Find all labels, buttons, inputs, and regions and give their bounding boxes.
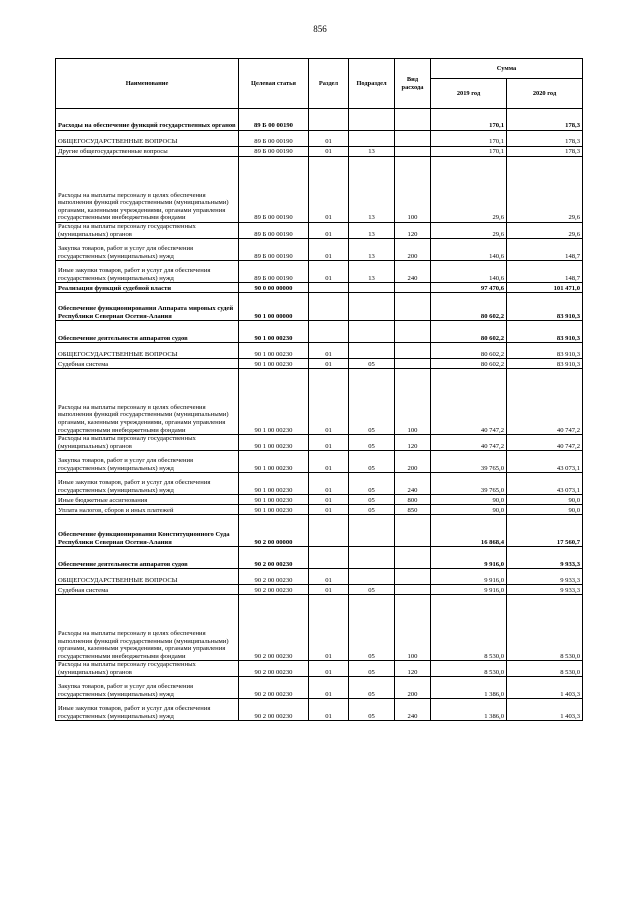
row-2020-cell: 178,3 bbox=[507, 131, 583, 147]
row-subsection-cell bbox=[349, 569, 395, 585]
row-type-cell: 200 bbox=[395, 677, 431, 699]
row-target-cell: 90 2 00 00230 bbox=[239, 547, 309, 569]
row-2020-cell: 90,0 bbox=[507, 495, 583, 505]
row-subsection-cell bbox=[349, 109, 395, 131]
row-type-cell: 240 bbox=[395, 699, 431, 721]
row-2019-cell: 90,0 bbox=[431, 505, 507, 515]
row-name-cell: Судебная система bbox=[56, 359, 239, 369]
row-subsection-cell: 05 bbox=[349, 435, 395, 451]
table-row bbox=[56, 359, 583, 369]
table-row bbox=[56, 515, 583, 547]
row-section-cell: 01 bbox=[309, 131, 349, 147]
row-name-cell: Уплата налогов, сборов и иных платежей bbox=[56, 505, 239, 515]
row-type-cell: 100 bbox=[395, 157, 431, 223]
row-2020-cell: 178,3 bbox=[507, 147, 583, 157]
row-section-cell: 01 bbox=[309, 359, 349, 369]
row-section-cell: 01 bbox=[309, 239, 349, 261]
row-name-cell: Обеспечение функционирования Конституционного Суда Республики Северная Осетия-Алания bbox=[56, 515, 239, 547]
row-section-cell bbox=[309, 283, 349, 293]
row-subsection-cell: 05 bbox=[349, 699, 395, 721]
row-2020-cell: 29,6 bbox=[507, 223, 583, 239]
row-section-cell: 01 bbox=[309, 147, 349, 157]
table-row bbox=[56, 369, 583, 435]
row-2020-cell: 178,3 bbox=[507, 109, 583, 131]
row-target-cell: 89 Б 00 00190 bbox=[239, 157, 309, 223]
row-subsection-cell: 05 bbox=[349, 661, 395, 677]
row-subsection-cell: 13 bbox=[349, 239, 395, 261]
table-row bbox=[56, 239, 583, 261]
row-subsection-cell bbox=[349, 131, 395, 147]
row-2020-cell: 83 910,3 bbox=[507, 343, 583, 359]
row-2019-cell: 16 868,4 bbox=[431, 515, 507, 547]
table-body bbox=[56, 109, 583, 721]
row-section-cell bbox=[309, 547, 349, 569]
row-subsection-cell bbox=[349, 343, 395, 359]
row-name-cell: Расходы на выплаты персоналу в целях обеспечения выполнения функций государственными (муниципальными) органами, казенными учреждениями, органами управления государственными внебюджетными фондами bbox=[56, 595, 239, 661]
page-number: 856 bbox=[313, 24, 327, 34]
row-2020-cell: 40 747,2 bbox=[507, 369, 583, 435]
row-type-cell bbox=[395, 585, 431, 595]
row-section-cell: 01 bbox=[309, 661, 349, 677]
row-type-cell: 100 bbox=[395, 595, 431, 661]
row-section-cell: 01 bbox=[309, 157, 349, 223]
row-2020-cell: 40 747,2 bbox=[507, 435, 583, 451]
row-2019-cell: 80 602,2 bbox=[431, 321, 507, 343]
row-2020-cell: 1 403,3 bbox=[507, 699, 583, 721]
row-target-cell: 90 2 00 00230 bbox=[239, 585, 309, 595]
row-subsection-cell bbox=[349, 283, 395, 293]
row-2020-cell: 8 530,0 bbox=[507, 595, 583, 661]
row-target-cell: 90 1 00 00230 bbox=[239, 495, 309, 505]
row-section-cell: 01 bbox=[309, 495, 349, 505]
row-2019-cell: 80 602,2 bbox=[431, 359, 507, 369]
table-row bbox=[56, 261, 583, 283]
row-name-cell: Реализация функций судебной власти bbox=[56, 283, 239, 293]
row-type-cell: 800 bbox=[395, 495, 431, 505]
row-target-cell: 90 2 00 00230 bbox=[239, 699, 309, 721]
row-2019-cell: 29,6 bbox=[431, 157, 507, 223]
table-row bbox=[56, 699, 583, 721]
table-row bbox=[56, 293, 583, 321]
row-section-cell: 01 bbox=[309, 343, 349, 359]
row-2019-cell: 8 530,0 bbox=[431, 661, 507, 677]
table-row bbox=[56, 661, 583, 677]
row-target-cell: 89 Б 00 00190 bbox=[239, 239, 309, 261]
row-2019-cell: 170,1 bbox=[431, 147, 507, 157]
table-row bbox=[56, 283, 583, 293]
table-row bbox=[56, 473, 583, 495]
row-type-cell: 240 bbox=[395, 261, 431, 283]
row-subsection-cell: 05 bbox=[349, 677, 395, 699]
table-row bbox=[56, 677, 583, 699]
row-2019-cell: 140,6 bbox=[431, 261, 507, 283]
row-section-cell: 01 bbox=[309, 473, 349, 495]
row-name-cell: Иные закупки товаров, работ и услуг для обеспечения государственных (муниципальных) нужд bbox=[56, 473, 239, 495]
row-2019-cell: 80 602,2 bbox=[431, 343, 507, 359]
row-name-cell: Закупка товаров, работ и услуг для обеспечения государственных (муниципальных) нужд bbox=[56, 677, 239, 699]
table-row bbox=[56, 147, 583, 157]
row-name-cell: ОБЩЕГОСУДАРСТВЕННЫЕ ВОПРОСЫ bbox=[56, 131, 239, 147]
row-type-cell bbox=[395, 109, 431, 131]
row-name-cell: Обеспечение деятельности аппаратов судов bbox=[56, 547, 239, 569]
row-2020-cell: 43 073,1 bbox=[507, 473, 583, 495]
row-type-cell bbox=[395, 293, 431, 321]
row-2020-cell: 148,7 bbox=[507, 261, 583, 283]
row-name-cell: Расходы на выплаты персоналу в целях обеспечения выполнения функций государственными (муниципальными) органами, казенными учреждениями, органами управления государственными внебюджетными фондами bbox=[56, 369, 239, 435]
row-section-cell bbox=[309, 321, 349, 343]
row-section-cell: 01 bbox=[309, 699, 349, 721]
row-subsection-cell: 13 bbox=[349, 223, 395, 239]
row-section-cell: 01 bbox=[309, 569, 349, 585]
row-2019-cell: 39 765,0 bbox=[431, 473, 507, 495]
row-target-cell: 90 1 00 00230 bbox=[239, 435, 309, 451]
row-subsection-cell: 05 bbox=[349, 505, 395, 515]
table-row bbox=[56, 435, 583, 451]
table-row bbox=[56, 109, 583, 131]
row-2020-cell: 29,6 bbox=[507, 157, 583, 223]
row-type-cell bbox=[395, 147, 431, 157]
row-target-cell: 89 Б 00 00190 bbox=[239, 223, 309, 239]
row-name-cell: Иные закупки товаров, работ и услуг для обеспечения государственных (муниципальных) нужд bbox=[56, 261, 239, 283]
row-section-cell: 01 bbox=[309, 261, 349, 283]
row-subsection-cell: 13 bbox=[349, 147, 395, 157]
row-2020-cell: 101 471,0 bbox=[507, 283, 583, 293]
row-target-cell: 90 0 00 00000 bbox=[239, 283, 309, 293]
row-2020-cell: 9 933,3 bbox=[507, 547, 583, 569]
row-target-cell: 90 2 00 00230 bbox=[239, 569, 309, 585]
table-row bbox=[56, 131, 583, 147]
row-section-cell: 01 bbox=[309, 677, 349, 699]
row-type-cell: 120 bbox=[395, 223, 431, 239]
table-row bbox=[56, 321, 583, 343]
row-name-cell: Судебная система bbox=[56, 585, 239, 595]
row-target-cell: 90 1 00 00230 bbox=[239, 473, 309, 495]
row-type-cell bbox=[395, 569, 431, 585]
table-row bbox=[56, 585, 583, 595]
row-2019-cell: 40 747,2 bbox=[431, 435, 507, 451]
row-2020-cell: 83 910,3 bbox=[507, 359, 583, 369]
row-type-cell: 240 bbox=[395, 473, 431, 495]
row-target-cell: 90 2 00 00230 bbox=[239, 677, 309, 699]
row-section-cell: 01 bbox=[309, 369, 349, 435]
row-2019-cell: 9 916,0 bbox=[431, 569, 507, 585]
row-subsection-cell: 13 bbox=[349, 157, 395, 223]
row-type-cell bbox=[395, 515, 431, 547]
row-target-cell: 90 2 00 00230 bbox=[239, 595, 309, 661]
row-2019-cell: 9 916,0 bbox=[431, 547, 507, 569]
row-section-cell: 01 bbox=[309, 451, 349, 473]
row-target-cell: 90 1 00 00230 bbox=[239, 321, 309, 343]
table-row bbox=[56, 569, 583, 585]
row-section-cell bbox=[309, 293, 349, 321]
row-section-cell: 01 bbox=[309, 585, 349, 595]
row-type-cell bbox=[395, 359, 431, 369]
budget-table bbox=[55, 58, 583, 721]
row-target-cell: 89 Б 00 00190 bbox=[239, 109, 309, 131]
row-subsection-cell: 05 bbox=[349, 473, 395, 495]
table-row bbox=[56, 505, 583, 515]
row-subsection-cell: 13 bbox=[349, 261, 395, 283]
row-target-cell: 90 1 00 00230 bbox=[239, 505, 309, 515]
row-2020-cell: 83 910,3 bbox=[507, 321, 583, 343]
row-name-cell: Обеспечение функционирования Аппарата мировых судей Республики Северная Осетия-Алания bbox=[56, 293, 239, 321]
row-subsection-cell bbox=[349, 547, 395, 569]
row-subsection-cell: 05 bbox=[349, 595, 395, 661]
table-row bbox=[56, 495, 583, 505]
row-section-cell: 01 bbox=[309, 595, 349, 661]
table-row bbox=[56, 547, 583, 569]
row-target-cell: 90 1 00 00000 bbox=[239, 293, 309, 321]
row-subsection-cell: 05 bbox=[349, 369, 395, 435]
row-target-cell: 90 2 00 00230 bbox=[239, 661, 309, 677]
row-section-cell: 01 bbox=[309, 435, 349, 451]
header-2019: 2019 год bbox=[431, 79, 507, 109]
row-target-cell: 90 1 00 00230 bbox=[239, 451, 309, 473]
row-name-cell: Другие общегосударственные вопросы bbox=[56, 147, 239, 157]
row-target-cell: 89 Б 00 00190 bbox=[239, 131, 309, 147]
row-2020-cell: 1 403,3 bbox=[507, 677, 583, 699]
row-2020-cell: 43 073,1 bbox=[507, 451, 583, 473]
row-name-cell: ОБЩЕГОСУДАРСТВЕННЫЕ ВОПРОСЫ bbox=[56, 569, 239, 585]
row-2020-cell: 83 910,3 bbox=[507, 293, 583, 321]
row-target-cell: 90 1 00 00230 bbox=[239, 343, 309, 359]
row-type-cell: 120 bbox=[395, 435, 431, 451]
row-2019-cell: 40 747,2 bbox=[431, 369, 507, 435]
header-target: Целевая статья bbox=[239, 59, 309, 109]
row-type-cell: 200 bbox=[395, 239, 431, 261]
header-section: Раздел bbox=[309, 59, 349, 109]
row-target-cell: 89 Б 00 00190 bbox=[239, 147, 309, 157]
row-2019-cell: 9 916,0 bbox=[431, 585, 507, 595]
row-type-cell bbox=[395, 131, 431, 147]
row-subsection-cell: 05 bbox=[349, 451, 395, 473]
row-2019-cell: 97 470,6 bbox=[431, 283, 507, 293]
row-type-cell: 200 bbox=[395, 451, 431, 473]
row-subsection-cell: 05 bbox=[349, 495, 395, 505]
row-2020-cell: 9 933,3 bbox=[507, 569, 583, 585]
row-name-cell: Закупка товаров, работ и услуг для обеспечения государственных (муниципальных) нужд bbox=[56, 451, 239, 473]
row-name-cell: Закупка товаров, работ и услуг для обеспечения государственных (муниципальных) нужд bbox=[56, 239, 239, 261]
row-2019-cell: 8 530,0 bbox=[431, 595, 507, 661]
row-subsection-cell: 05 bbox=[349, 359, 395, 369]
row-name-cell: Расходы на выплаты персоналу государственных (муниципальных) органов bbox=[56, 223, 239, 239]
table-row bbox=[56, 595, 583, 661]
row-2020-cell: 148,7 bbox=[507, 239, 583, 261]
row-2020-cell: 90,0 bbox=[507, 505, 583, 515]
row-section-cell bbox=[309, 109, 349, 131]
row-section-cell bbox=[309, 515, 349, 547]
row-2019-cell: 140,6 bbox=[431, 239, 507, 261]
row-type-cell bbox=[395, 343, 431, 359]
row-name-cell: Обеспечение деятельности аппаратов судов bbox=[56, 321, 239, 343]
row-type-cell: 850 bbox=[395, 505, 431, 515]
row-target-cell: 90 1 00 00230 bbox=[239, 359, 309, 369]
row-type-cell bbox=[395, 547, 431, 569]
row-type-cell bbox=[395, 283, 431, 293]
row-2019-cell: 29,6 bbox=[431, 223, 507, 239]
row-target-cell: 89 Б 00 00190 bbox=[239, 261, 309, 283]
row-name-cell: Расходы на выплаты персоналу государственных (муниципальных) органов bbox=[56, 661, 239, 677]
row-subsection-cell bbox=[349, 293, 395, 321]
row-subsection-cell bbox=[349, 515, 395, 547]
row-section-cell: 01 bbox=[309, 505, 349, 515]
header-expense-type: Вид расхода bbox=[395, 59, 431, 109]
row-2019-cell: 39 765,0 bbox=[431, 451, 507, 473]
header-sum: Сумма bbox=[431, 59, 583, 79]
row-type-cell: 120 bbox=[395, 661, 431, 677]
row-2019-cell: 90,0 bbox=[431, 495, 507, 505]
row-2019-cell: 170,1 bbox=[431, 109, 507, 131]
table-row bbox=[56, 451, 583, 473]
row-2019-cell: 1 386,0 bbox=[431, 677, 507, 699]
row-2019-cell: 80 602,2 bbox=[431, 293, 507, 321]
row-subsection-cell: 05 bbox=[349, 585, 395, 595]
table-row bbox=[56, 157, 583, 223]
row-type-cell: 100 bbox=[395, 369, 431, 435]
row-name-cell: Иные бюджетные ассигнования bbox=[56, 495, 239, 505]
row-2020-cell: 8 530,0 bbox=[507, 661, 583, 677]
header-subsection: Подраздел bbox=[349, 59, 395, 109]
row-target-cell: 90 1 00 00230 bbox=[239, 369, 309, 435]
row-target-cell: 90 2 00 00000 bbox=[239, 515, 309, 547]
table-row bbox=[56, 343, 583, 359]
header-name: Наименование bbox=[56, 59, 239, 109]
row-2019-cell: 170,1 bbox=[431, 131, 507, 147]
row-subsection-cell bbox=[349, 321, 395, 343]
row-section-cell: 01 bbox=[309, 223, 349, 239]
table-row bbox=[56, 223, 583, 239]
row-2020-cell: 17 560,7 bbox=[507, 515, 583, 547]
row-name-cell: ОБЩЕГОСУДАРСТВЕННЫЕ ВОПРОСЫ bbox=[56, 343, 239, 359]
row-2020-cell: 9 933,3 bbox=[507, 585, 583, 595]
row-2019-cell: 1 386,0 bbox=[431, 699, 507, 721]
row-type-cell bbox=[395, 321, 431, 343]
row-name-cell: Расходы на выплаты персоналу государственных (муниципальных) органов bbox=[56, 435, 239, 451]
row-name-cell: Расходы на обеспечение функций государственных органов bbox=[56, 109, 239, 131]
row-name-cell: Расходы на выплаты персоналу в целях обеспечения выполнения функций государственными (муниципальными) органами, казенными учреждениями, органами управления государственными внебюджетными фондами bbox=[56, 157, 239, 223]
header-2020: 2020 год bbox=[507, 79, 583, 109]
row-name-cell: Иные закупки товаров, работ и услуг для обеспечения государственных (муниципальных) нужд bbox=[56, 699, 239, 721]
